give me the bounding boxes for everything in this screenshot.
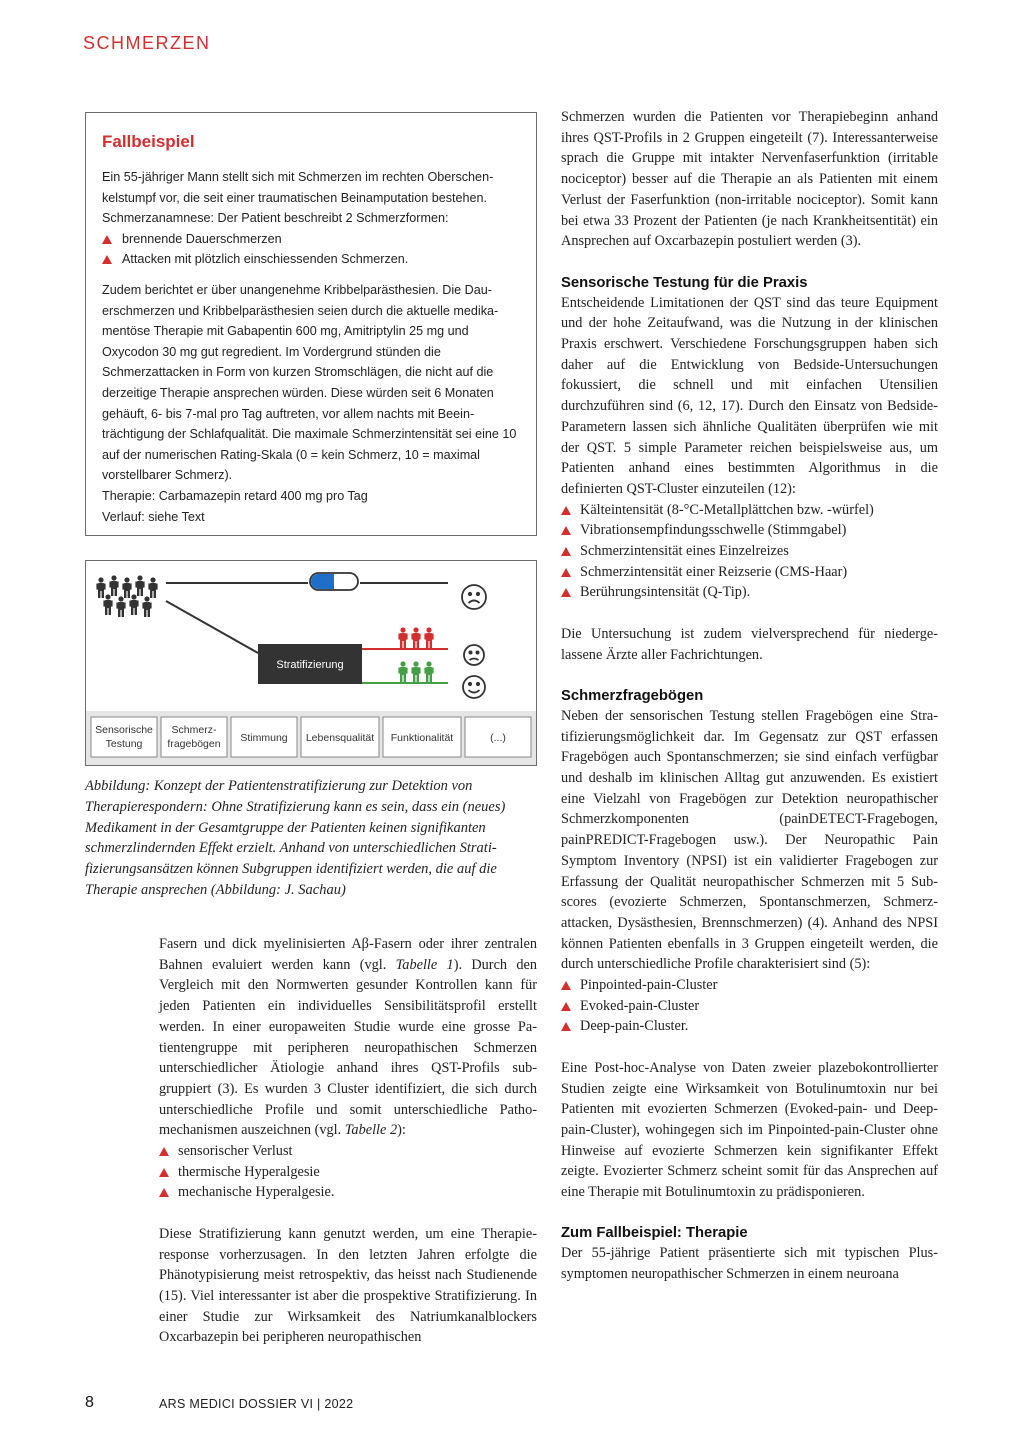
method-box-more — [465, 717, 531, 757]
heading-sensory-testing: Sensorische Testung für die Praxis — [561, 274, 808, 291]
list-item: Deep-pain-Cluster. — [561, 1016, 938, 1037]
triangle-bullet-icon — [561, 547, 571, 556]
svg-text:Funktionalität: Funktionalität — [390, 732, 454, 744]
list-item: thermische Hyperalgesie — [159, 1162, 537, 1183]
triangle-bullet-icon — [561, 981, 571, 990]
method-box-sensory-testing — [91, 717, 157, 757]
svg-text:Schmerz-: Schmerz- — [171, 724, 217, 736]
neutral-face-icon — [464, 645, 484, 665]
right-paragraph-6: Der 55-jährige Patient präsentierte sich mit typischen Plussymptomen neuropathischer Schmerzen in einem neuroana — [561, 1245, 938, 1283]
list-item: brennende Dauerschmerzen — [102, 229, 520, 250]
triangle-bullet-icon — [561, 1022, 571, 1031]
list-item: Attacken mit plötzlich einschiessenden Schmerzen. — [102, 249, 520, 270]
npsi-cluster-list — [561, 975, 938, 1037]
pain-forms-list — [102, 229, 520, 270]
list-item: sensorischer Verlust — [159, 1141, 537, 1162]
svg-text:fragebögen: fragebögen — [167, 738, 221, 750]
right-paragraph-4: Neben der sensorischen Testung stellen Fragebögen eine Stratifizierungsmöglichkeit dar. Im Gegensatz zur QST erfassen Fragebögen auch Spontanschmerzen; sie sind einfach verfügbar und deshalb im klinischen Alltag gut anzuwenden. Es existiert eine Vielzahl von Fragebögen zur Detektion neuropathischer Schmerzkomponenten (painDETECT-Fragebogen, painPREDICT-Fragebogen usw.). Der Neuropathic Pain Symptom Inventory (NPSI) ist ein validierter Fragebogen zur Erfassung der Qualität neuropathischer Schmerzen mit 5 Subscores (evozierte Schmerzen, Spontanschmerzen, Schmerzattacken, Dysästhesien, Brennschmerzen) (4). Anhand des NPSI können Patienten ebenfalls in 3 Gruppen eingeteilt werden, die durch unterschiedliche Profile charakterisiert sind (5): — [561, 707, 938, 973]
red-subgroup-icon — [398, 627, 433, 648]
left-column — [159, 934, 537, 1348]
triangle-bullet-icon — [159, 1147, 169, 1156]
triangle-bullet-icon — [102, 255, 112, 264]
patient-group-icon — [96, 575, 157, 617]
left-paragraph-2: Diese Stratifizierung kann genutzt werden, um eine Therapieresponse vorherzusagen. In den letzten Jahren erfolgte die Phänotypisierung meist retrospektiv, das heisst nach Studienende (15). Viel interessanter ist aber die prospektive Stratifizierung. In einer Studie zur Wirksamkeit des Natriumkanalblockers Oxcarbazepin bei peripheren neuropathischen — [159, 1225, 537, 1346]
case-details: Zudem berichtet er über unangenehme Kribbelparästhesien. Die Dauerschmerzen und Kribbelparästhesien seien durch die aktuelle medikamentöse Therapie mit Gabapentin 600 mg, Amitriptylin 25 mg und Oxycodon 30 mg gut regredient. Im Vordergrund stünden die Schmerzattacken in Form von kurzen Stromschlägen, die nicht auf die derzeitige Therapie ansprechen würden. Diese würden seit 6 Monaten gehäuft, 6- bis 7-mal pro Tag auftreten, vor allem nachts mit Beeinträchtigung der Schlafqualität. Die maximale Schmerzintensität sei eine 10 auf der numerischen Rating-Skala (0 = kein Schmerz, 10 = maximal vorstellbarer Schmerz). — [102, 282, 517, 483]
list-item: Schmerzintensität einer Reizserie (CMS-Haar) — [561, 562, 938, 583]
qst-cluster-list — [159, 1141, 537, 1203]
case-box — [85, 112, 537, 536]
happy-face-icon — [463, 676, 485, 698]
stratification-figure — [85, 560, 537, 766]
method-box-quality-of-life — [301, 717, 379, 757]
pill-icon — [310, 573, 358, 590]
bedside-parameter-list — [561, 500, 938, 604]
svg-text:Stimmung: Stimmung — [240, 732, 288, 744]
list-item: Berührungsintensität (Q-Tip). — [561, 582, 938, 603]
stratification-diagram — [86, 561, 536, 765]
svg-text:Lebensqualität: Lebensqualität — [305, 732, 375, 744]
triangle-bullet-icon — [561, 588, 571, 597]
table-ref-2: Tabelle 2 — [344, 1122, 398, 1139]
list-item: Pinpointed-pain-Cluster — [561, 975, 938, 996]
triangle-bullet-icon — [159, 1168, 169, 1177]
right-paragraph-1: Schmerzen wurden die Patienten vor Therapiebeginn anhand ihres QST-Profils in 2 Gruppen eingeteilt (7). Interessanterweise sprach die Gruppe mit intakter Nervenfaserfunktion (irritable nociceptor) besser auf die Therapie an als Patienten mit einem Verlust der Faserfunktion (non-irritable nociceptor). Somit kann bei etwa 33 Prozent der Patienten (je nach Krankheitsentität) ein Ansprechen auf Oxcarbazepin postuliert werden (3). — [561, 109, 938, 250]
case-title: Fallbeispiel — [102, 132, 195, 151]
list-item: Kälteintensität (8-°C-Metallplättchen bzw. -würfel) — [561, 500, 938, 521]
triangle-bullet-icon — [561, 1002, 571, 1011]
svg-text:Sensorische: Sensorische — [95, 724, 153, 736]
list-item: mechanische Hyperalgesie. — [159, 1182, 537, 1203]
list-item: Evoked-pain-Cluster — [561, 996, 938, 1017]
heading-questionnaires: Schmerzfragebögen — [561, 687, 704, 704]
triangle-bullet-icon — [102, 235, 112, 244]
right-paragraph-3: Die Untersuchung ist zudem vielversprechend für niedergelassene Ärzte aller Fachrichtungen. — [561, 625, 938, 663]
right-paragraph-2: Entscheidende Limitationen der QST sind das teure Equipment und der hohe Zeitaufwand, was die Nutzung in der klinischen Praxis erschwert. Verschiedene Forschungsgruppen haben sich daher auf die Entwicklung von Bedside-Untersuchungen fokussiert, die schnell und mit einfachen Utensilien durchzuführen sind (6, 12, 17). Durch den Einsatz von Bedside-Parametern lassen sich ähnliche Qualitäten überprüfen wie mit der QST. 5 simple Parameter reichen beispielsweise aus, um Patienten anhand eines bestimmten Algorithmus in die definierten QST-Cluster einzuteilen (12): — [561, 294, 938, 497]
heading-case-therapy: Zum Fallbeispiel: Therapie — [561, 1225, 748, 1242]
triangle-bullet-icon — [561, 568, 571, 577]
method-box-questionnaires — [161, 717, 227, 757]
triangle-bullet-icon — [159, 1188, 169, 1197]
case-intro: Ein 55-jähriger Mann stellt sich mit Schmerzen im rechten Oberschenkelstumpf vor, die seit einer traumatischen Beinamputation bestehen. Schmerzanamnese: Der Patient beschreibt 2 Schmerzformen: — [102, 170, 494, 226]
list-item: Vibrationsempfindungsschwelle (Stimmgabel) — [561, 520, 938, 541]
stratification-label: Stratifizierung — [276, 659, 344, 671]
right-paragraph-5: Eine Post-hoc-Analyse von Daten zweier plazebokontrollierter Studien zeigte eine Wirksamkeit von Botulinumtoxin nur bei Patienten mit evozierten Schmerzen (Evoked-pain- und Deep-pain-Cluster), wohingegen sich im Pinpointed-pain-Cluster ohne Hinweise auf evozierte Schmerzen kein signifikanter Effekt zeigte. Evozierter Schmerz scheint somit für das Ansprechen auf eine Therapie mit Botulinumtoxin zu prädisponieren. — [561, 1059, 938, 1201]
left-paragraph-1: Fasern und dick myelinisierten Aβ-Fasern oder ihrer zentralen Bahnen evaluiert werden kann (vgl. Tabelle 1). Durch den Vergleich mit den Normwerten gesunder Kontrollen kann für jeden Patienten ein individuelles Sensibilitätsprofil erstellt werden. In einer europaweiten Studie wurde eine grosse Patientengruppe mit peripheren neuropathischen Schmerzen unterschiedlicher Ätiologie anhand ihres QST-Profils subgruppiert (3). Es wurden 3 Cluster identifiziert, die sich durch unterschiedliche Profile und somit unterschiedliche Pathomechanismen auszeichnen (vgl. Tabelle 2): — [159, 936, 538, 1139]
right-column — [561, 107, 938, 1285]
triangle-bullet-icon — [561, 526, 571, 535]
table-ref-1: Tabelle 1 — [395, 956, 454, 973]
figure-caption: Abbildung: Konzept der Patientenstratifizierung zur Detektion von Therapierespondern: Ohne Stratifizierung kann es sein, dass ein (neues) Medikament in der Gesamtgruppe der Patienten keinen signifikanten schmerzlindernden Effekt erzielt. Anhand von unterschiedlichen Stratifizierungsansätzen können Subgruppen identifiziert werden, die auf die Therapie ansprechen (Abbildung: J. Sachau) — [85, 778, 506, 898]
publication-footer: ARS MEDICI DOSSIER VI | 2022 — [159, 1397, 354, 1411]
svg-text:Testung: Testung — [105, 738, 143, 750]
list-item: Schmerzintensität eines Einzelreizes — [561, 541, 938, 562]
case-therapy: Therapie: Carbamazepin retard 400 mg pro Tag — [102, 488, 368, 503]
section-header: SCHMERZEN — [83, 33, 211, 53]
method-box-functionality — [383, 717, 461, 757]
case-course: Verlauf: siehe Text — [102, 509, 205, 524]
sad-face-icon — [462, 585, 486, 609]
triangle-bullet-icon — [561, 506, 571, 515]
page-number: 8 — [85, 1394, 94, 1411]
svg-text:(...): (...) — [490, 732, 506, 744]
green-subgroup-icon — [398, 661, 433, 682]
method-box-mood — [231, 717, 297, 757]
